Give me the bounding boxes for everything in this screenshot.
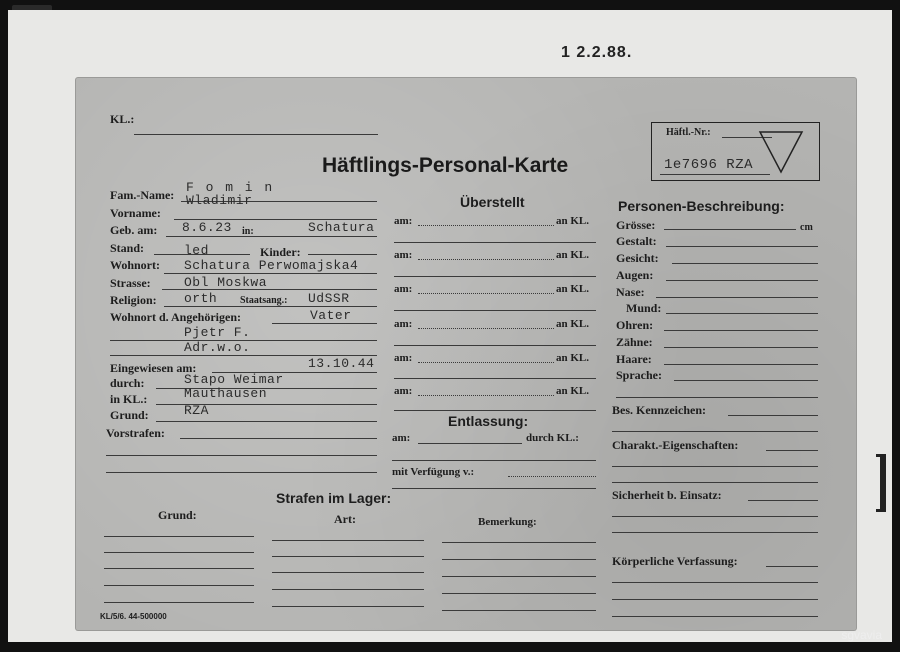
beschreibung-title: Personen-Beschreibung: — [618, 198, 785, 214]
sicherheit-line-2 — [612, 516, 818, 517]
staatsang-label: Staatsang.: — [240, 295, 288, 306]
gestalt-line — [666, 246, 818, 247]
angehoerigen-label: Wohnort d. Angehörigen: — [110, 310, 242, 324]
strasse-line — [162, 289, 377, 290]
hnr-value-line — [660, 174, 770, 175]
sprache-label: Sprache: — [616, 368, 662, 382]
geb-in-value: Schatura — [308, 220, 375, 235]
augen-label: Augen: — [616, 268, 654, 282]
ueberstellt-ankl-2: an KL. — [556, 249, 590, 261]
nase-line — [656, 297, 818, 298]
stand-value: led — [184, 243, 209, 258]
card-title: Häftlings-Personal-Karte — [322, 154, 569, 177]
stand-line — [154, 254, 250, 255]
archive-stamp-number: 1 2.2.88. — [561, 44, 633, 61]
prisoner-card — [76, 78, 856, 630]
nase-label: Nase: — [616, 285, 645, 299]
ueberstellt-line-3 — [394, 310, 596, 311]
zaehne-label: Zähne: — [616, 335, 653, 349]
fam-name-value: F o m i n — [186, 180, 275, 195]
strafen-grund-line — [104, 568, 254, 569]
ueberstellt-am-3: am: — [394, 283, 413, 295]
strafen-bemerkung-line — [442, 542, 596, 543]
verfuegung-line-2 — [392, 488, 596, 489]
koerper-line-2 — [612, 582, 818, 583]
vorname-value: Wladimir — [186, 193, 253, 208]
prisoner-number-box — [651, 122, 820, 181]
groesse-label: Grösse: — [616, 218, 656, 232]
photo-background — [8, 10, 892, 642]
ueberstellt-am-line-2 — [418, 259, 554, 260]
koerper-line — [766, 566, 818, 567]
ueberstellt-am-4: am: — [394, 318, 413, 330]
gestalt-label: Gestalt: — [616, 234, 657, 248]
koerper-line-4 — [612, 616, 818, 617]
sicherheit-line — [748, 500, 818, 501]
stand-label: Stand: — [110, 241, 145, 255]
ueberstellt-am-line-4 — [418, 328, 554, 329]
fam-name-label: Fam.-Name: — [110, 188, 175, 202]
religion-line — [164, 306, 377, 307]
verfuegung-label: mit Verfügung v.: — [392, 466, 475, 478]
strasse-label: Strasse: — [110, 276, 151, 290]
angehoerigen-line-3: Adr.w.o. — [184, 340, 251, 355]
grund-line — [156, 421, 377, 422]
vorname-label: Vorname: — [110, 206, 161, 220]
staatsang-value: UdSSR — [308, 291, 350, 306]
religion-value: orth — [184, 291, 218, 306]
strafen-art-line — [272, 556, 424, 557]
koerper-line-3 — [612, 599, 818, 600]
ueberstellt-am-6: am: — [394, 385, 413, 397]
entlassung-am-label: am: — [392, 432, 411, 444]
ueberstellt-am-line-3 — [418, 293, 554, 294]
kennzeichen-line-2 — [612, 431, 818, 432]
strafen-art-line — [272, 606, 424, 607]
cm-label: cm — [800, 222, 813, 233]
strafen-art-header: Art: — [334, 512, 356, 526]
red-triangle-symbol — [758, 130, 804, 174]
entlassung-durch-label: durch KL.: — [526, 432, 579, 444]
durch-label: durch: — [110, 376, 145, 390]
sprache-line — [674, 380, 818, 381]
ueberstellt-title: Überstellt — [460, 194, 525, 210]
vorstrafen-line-1 — [180, 438, 377, 439]
strafen-bemerkung-line — [442, 593, 596, 594]
ueberstellt-ankl-5: an KL. — [556, 352, 590, 364]
sicherheit-label: Sicherheit b. Einsatz: — [612, 488, 722, 502]
ueberstellt-am-line-1 — [418, 225, 554, 226]
sicherheit-line-3 — [612, 532, 818, 533]
mund-line — [666, 313, 818, 314]
kl-line — [134, 134, 378, 135]
strafen-bemerkung-line — [442, 559, 596, 560]
kennzeichen-line — [728, 415, 818, 416]
strafen-art-line — [272, 572, 424, 573]
ueberstellt-ankl-1: an KL. — [556, 215, 590, 227]
ohren-line — [664, 330, 818, 331]
ueberstellt-ankl-4: an KL. — [556, 318, 590, 330]
geb-label: Geb. am: — [110, 223, 158, 237]
entlassung-title: Entlassung: — [448, 413, 529, 429]
kl-label: KL.: — [110, 112, 135, 126]
ueberstellt-am-5: am: — [394, 352, 413, 364]
durch-value: Stapo Weimar — [184, 372, 284, 387]
geb-in-label: in: — [242, 226, 254, 237]
ueberstellt-line-1 — [394, 242, 596, 243]
strafen-grund-line — [104, 585, 254, 586]
eingewiesen-label: Eingewiesen am: — [110, 361, 197, 375]
strafen-grund-line — [104, 552, 254, 553]
ueberstellt-am-1: am: — [394, 215, 413, 227]
religion-label: Religion: — [110, 293, 157, 307]
charakt-line — [766, 450, 818, 451]
strafen-grund-header: Grund: — [158, 508, 197, 522]
augen-line — [666, 280, 818, 281]
kinder-label: Kinder: — [260, 245, 301, 259]
ueberstellt-line-6 — [394, 410, 596, 411]
inkl-value: Mauthausen — [184, 386, 268, 401]
ueberstellt-am-2: am: — [394, 249, 413, 261]
prisoner-number-value: 1e7696 RZA — [664, 157, 754, 173]
wohnort-label: Wohnort: — [110, 258, 161, 272]
vorstrafen-line-2 — [106, 455, 377, 456]
ueberstellt-am-line-5 — [418, 362, 554, 363]
kinder-line — [308, 254, 377, 255]
groesse-line — [664, 229, 796, 230]
eingewiesen-value: 13.10.44 — [308, 356, 375, 371]
strafen-grund-line — [104, 536, 254, 537]
haare-label: Haare: — [616, 352, 652, 366]
entlassung-am-line — [418, 443, 522, 444]
kennzeichen-label: Bes. Kennzeichen: — [612, 403, 706, 417]
ueberstellt-am-line-6 — [418, 395, 554, 396]
strafen-art-line — [272, 540, 424, 541]
ueberstellt-ankl-6: an KL. — [556, 385, 590, 397]
ueberstellt-ankl-3: an KL. — [556, 283, 590, 295]
verfuegung-line — [508, 476, 596, 477]
gesicht-line — [672, 263, 818, 264]
geb-value: 8.6.23 — [182, 220, 232, 235]
strafen-art-line — [272, 589, 424, 590]
strafen-title: Strafen im Lager: — [276, 490, 392, 506]
charakt-label: Charakt.-Eigenschaften: — [612, 438, 739, 452]
mund-label: Mund: — [626, 301, 662, 315]
grund-label: Grund: — [110, 408, 149, 422]
gesicht-label: Gesicht: — [616, 251, 659, 265]
strafen-bemerkung-line — [442, 576, 596, 577]
watermark: sgvavia — [841, 628, 882, 642]
ohren-label: Ohren: — [616, 318, 654, 332]
strasse-value: Obl Moskwa — [184, 275, 268, 290]
strafen-grund-line — [104, 602, 254, 603]
angehoerigen-line-2: Pjetr F. — [184, 325, 251, 340]
koerper-label: Körperliche Verfassung: — [612, 554, 738, 568]
angehoerigen-value: Vater — [310, 308, 352, 323]
form-code: KL/5/6. 44-500000 — [100, 612, 167, 621]
vorstrafen-line-3 — [106, 472, 377, 473]
ueberstellt-line-4 — [394, 345, 596, 346]
strafen-bemerkung-line — [442, 610, 596, 611]
inkl-label: in KL.: — [110, 392, 148, 406]
angehoerigen-line — [272, 323, 377, 324]
strafen-bemerkung-header: Bemerkung: — [478, 516, 537, 528]
ueberstellt-line-5 — [394, 378, 596, 379]
ueberstellt-line-2 — [394, 276, 596, 277]
wohnort-value: Schatura Perwomajska4 — [184, 258, 359, 273]
vorstrafen-label: Vorstrafen: — [106, 426, 165, 440]
prisoner-number-label: Häftl.-Nr.: — [666, 127, 711, 138]
grund-value: RZA — [184, 403, 209, 418]
haare-line — [664, 364, 818, 365]
sprache-line-2 — [616, 397, 818, 398]
charakt-line-2 — [612, 466, 818, 467]
zaehne-line — [664, 347, 818, 348]
margin-bracket-mark — [880, 454, 886, 512]
wohnort-line — [164, 273, 377, 274]
charakt-line-3 — [612, 482, 818, 483]
entlassung-line-2 — [392, 460, 596, 461]
geb-line — [166, 236, 377, 237]
